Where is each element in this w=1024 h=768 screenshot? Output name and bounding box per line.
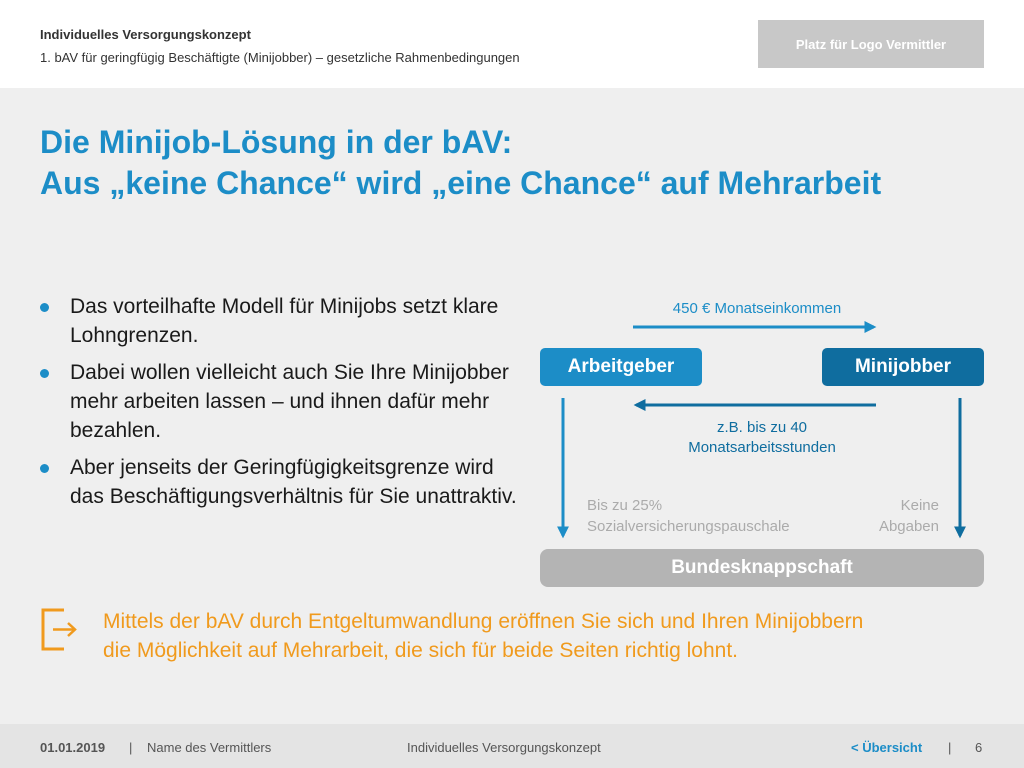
cta-text-line-1: Mittels der bAV durch Entgeltumwandlung eröffnen Sie sich und Ihren Minijobbern <box>103 610 864 633</box>
agency-box: Bundesknappschaft <box>540 549 984 587</box>
minijobber-note-line-1: Keine <box>900 497 939 514</box>
arrow-right-box-icon <box>40 607 80 652</box>
income-label: 450 € Monatseinkommen <box>672 300 842 317</box>
minijobber-note <box>840 495 939 537</box>
employer-box: Arbeitgeber <box>540 348 702 386</box>
footer-doc-title: Individuelles Versorgungskonzept <box>407 740 601 755</box>
slide-footer <box>0 724 1024 768</box>
minijobber-note-line-2: Abgaben <box>878 518 939 535</box>
header-subtitle: 1. bAV für geringfügig Beschäftigte (Minijobber) – gesetzliche Rahmenbedingungen <box>40 50 520 65</box>
employer-note <box>587 495 790 537</box>
employer-note-line-2: Sozialversicherungspauschale <box>587 518 790 535</box>
footer-separator: | <box>129 740 133 755</box>
page-number: 6 <box>975 740 983 755</box>
logo-placeholder: Platz für Logo Vermittler <box>758 20 984 68</box>
slide-title-line-1: Die Minijob-Lösung in der bAV: <box>40 124 513 160</box>
header-title: Individuelles Versorgungskonzept <box>40 27 251 42</box>
hours-label-line-2: Monatsarbeitsstunden <box>688 439 836 456</box>
footer-agent-name: Name des Vermittlers <box>147 740 272 755</box>
bullet-text: Aber jenseits der Geringfügigkeitsgrenze wird das Beschäftigungsverhältnis für Sie unattraktiv. <box>70 456 517 508</box>
footer-separator: | <box>948 740 952 755</box>
footer-date: 01.01.2019 <box>40 740 106 755</box>
bullet-text: Dabei wollen vielleicht auch Sie Ihre Minijobber mehr arbeiten lassen – und ihnen dafür mehr bezahlen. <box>70 361 509 442</box>
bullet-text: Das vorteilhafte Modell für Minijobs setzt klare Lohngrenzen. <box>70 295 499 347</box>
cta-text-line-2: die Möglichkeit auf Mehrarbeit, die sich für beide Seiten richtig lohnt. <box>103 639 739 662</box>
overview-link[interactable]: < Übersicht <box>851 740 923 755</box>
hours-label <box>612 418 912 458</box>
slide-title-line-2: Aus „keine Chance“ wird „eine Chance“ auf Mehrarbeit <box>40 165 882 201</box>
employer-note-line-1: Bis zu 25% <box>587 497 663 514</box>
cta-text <box>103 607 1003 665</box>
minijobber-box: Minijobber <box>822 348 984 386</box>
hours-label-line-1: z.B. bis zu 40 <box>716 419 808 436</box>
